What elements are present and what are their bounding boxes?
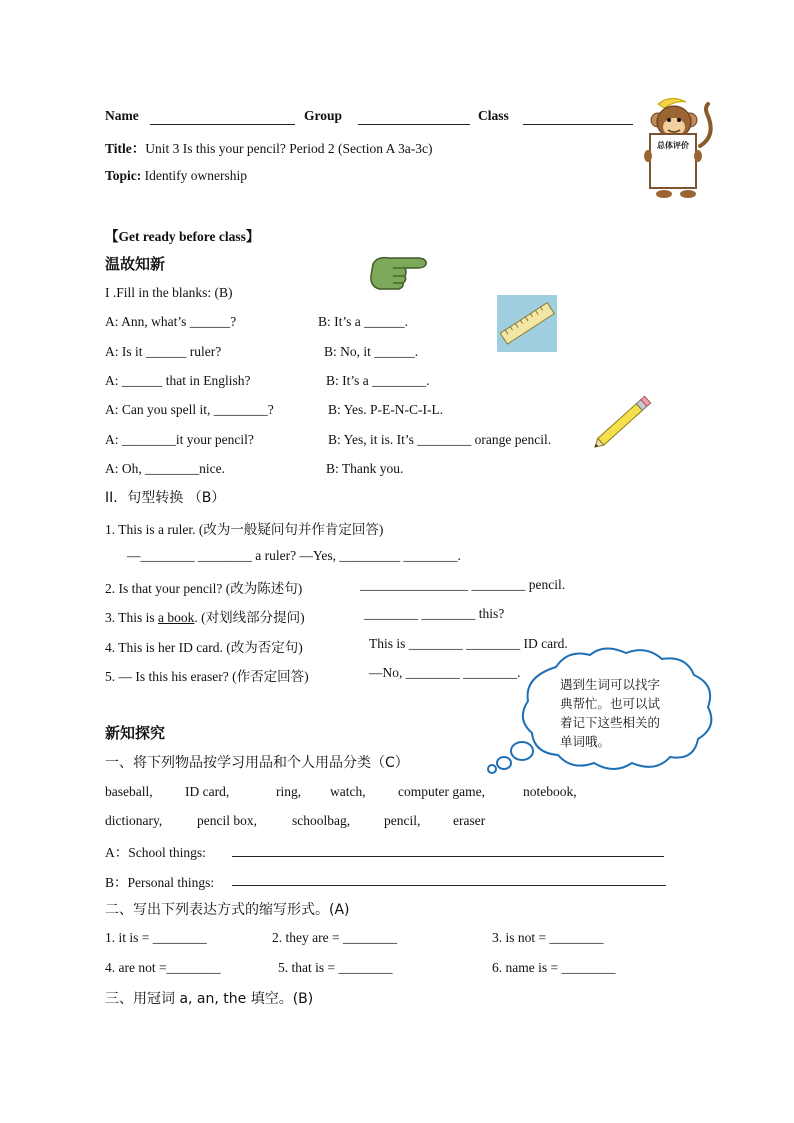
review-heading: 温故知新 bbox=[105, 255, 166, 273]
title-line bbox=[105, 137, 432, 157]
abbr-item-5[interactable]: 5. that is = ________ bbox=[278, 960, 393, 975]
fill-row-3-a: A: ______ that in English? bbox=[105, 373, 251, 388]
school-things-label: A：School things: bbox=[105, 845, 206, 860]
fill-row-3-b: B: It’s a ________. bbox=[326, 373, 430, 388]
abbr-item-3[interactable]: 3. is not = ________ bbox=[492, 930, 604, 945]
pencil-image bbox=[585, 388, 660, 461]
abbreviation-task-title: 二、写出下列表达方式的缩写形式。(A) bbox=[105, 902, 350, 918]
topic-label: Topic: bbox=[105, 168, 142, 183]
transform-item-1-answer[interactable]: —________ ________ a ruler? —Yes, _________ ________. bbox=[127, 548, 461, 563]
transform-item-3-underlined: a book bbox=[158, 610, 195, 625]
word-eraser: eraser bbox=[453, 813, 486, 828]
class-label: Class bbox=[478, 108, 509, 123]
fill-row-4-b: B: Yes. P-E-N-C-I-L. bbox=[328, 402, 444, 417]
transform-item-4-answer[interactable]: This is ________ ________ ID card. bbox=[369, 636, 568, 651]
ruler-icon bbox=[497, 295, 557, 352]
fill-row-5-b: B: Yes, it is. It’s ________ orange pencil. bbox=[328, 432, 552, 447]
personal-things-label: B：Personal things: bbox=[105, 875, 215, 890]
fill-row-6-b: B: Thank you. bbox=[326, 461, 404, 476]
transform-item-1: 1. This is a ruler. (改为一般疑问句并作肯定回答) bbox=[105, 522, 384, 537]
school-things-blank[interactable] bbox=[232, 856, 664, 857]
class-blank[interactable] bbox=[523, 124, 633, 125]
group-label: Group bbox=[304, 108, 343, 123]
word-schoolbag: schoolbag, bbox=[292, 813, 351, 828]
fill-row-1-a: A: Ann, what’s ______? bbox=[105, 314, 237, 329]
topic-line bbox=[105, 168, 247, 184]
get-ready-heading: 【Get ready before class】 bbox=[105, 229, 260, 244]
word-pencil-box: pencil box, bbox=[197, 813, 257, 828]
word-ring: ring, bbox=[276, 784, 302, 799]
name-blank[interactable] bbox=[150, 124, 295, 125]
title-label: Title： bbox=[105, 141, 146, 156]
sentence-transform-title: II．句型转换 （B） bbox=[105, 490, 226, 506]
abbr-item-4[interactable]: 4. are not =________ bbox=[105, 960, 221, 975]
word-watch: watch, bbox=[330, 784, 366, 799]
fill-row-2-b: B: No, it ______. bbox=[324, 344, 419, 359]
fill-row-1-b: B: It’s a ______. bbox=[318, 314, 408, 329]
fill-row-2-a: A: Is it ______ ruler? bbox=[105, 344, 222, 359]
topic-text: Identify ownership bbox=[144, 168, 247, 183]
transform-item-4: 4. This is her ID card. (改为否定句) bbox=[105, 640, 303, 655]
word-id-card: ID card, bbox=[185, 784, 230, 799]
word-dictionary: dictionary, bbox=[105, 813, 163, 828]
transform-item-3-post: . (对划线部分提问) bbox=[194, 610, 305, 625]
word-notebook: notebook, bbox=[523, 784, 577, 799]
title-text: Unit 3 Is this your pencil? Period 2 (Section A 3a-3c) bbox=[145, 141, 433, 156]
fill-row-4-a: A: Can you spell it, ________? bbox=[105, 402, 274, 417]
transform-item-3 bbox=[105, 606, 305, 626]
word-baseball: baseball, bbox=[105, 784, 153, 799]
article-task-title: 三、用冠词 a, an, the 填空。(B) bbox=[105, 991, 314, 1007]
ruler-image bbox=[497, 295, 557, 352]
name-label: Name bbox=[105, 108, 139, 123]
fill-row-6-a: A: Oh, ________nice. bbox=[105, 461, 225, 476]
abbr-item-2[interactable]: 2. they are = ________ bbox=[272, 930, 397, 945]
transform-item-2-answer[interactable]: ________________ ________ pencil. bbox=[360, 577, 566, 592]
tip-cloud-text: 遇到生词可以找字典帮忙。也可以试着记下这些相关的单词哦。 bbox=[560, 677, 661, 749]
monkey-badge bbox=[636, 96, 716, 200]
transform-item-3-pre: 3. This is bbox=[105, 610, 159, 625]
tip-cloud bbox=[486, 645, 718, 775]
abbr-item-1[interactable]: 1. it is = ________ bbox=[105, 930, 207, 945]
new-knowledge-heading: 新知探究 bbox=[105, 724, 166, 742]
transform-item-5-answer[interactable]: —No, ________ ________. bbox=[369, 665, 521, 680]
abbr-item-6[interactable]: 6. name is = ________ bbox=[492, 960, 616, 975]
word-computer-game: computer game, bbox=[398, 784, 485, 799]
transform-item-5: 5. — Is this his eraser? (作否定回答) bbox=[105, 669, 309, 684]
word-pencil: pencil, bbox=[384, 813, 421, 828]
transform-item-2: 2. Is that your pencil? (改为陈述句) bbox=[105, 581, 303, 596]
pencil-icon bbox=[585, 388, 660, 456]
transform-item-3-answer[interactable]: ________ ________ this? bbox=[364, 606, 505, 621]
badge-text: 总体评价 bbox=[657, 141, 689, 150]
fill-blanks-title: I .Fill in the blanks: (B) bbox=[105, 285, 233, 300]
pointing-hand-icon bbox=[367, 250, 429, 297]
classify-task-title: 一、将下列物品按学习用品和个人用品分类（C） bbox=[105, 755, 409, 771]
personal-things-blank[interactable] bbox=[232, 885, 666, 886]
fill-row-5-a: A: ________it your pencil? bbox=[105, 432, 254, 447]
group-blank[interactable] bbox=[358, 124, 470, 125]
